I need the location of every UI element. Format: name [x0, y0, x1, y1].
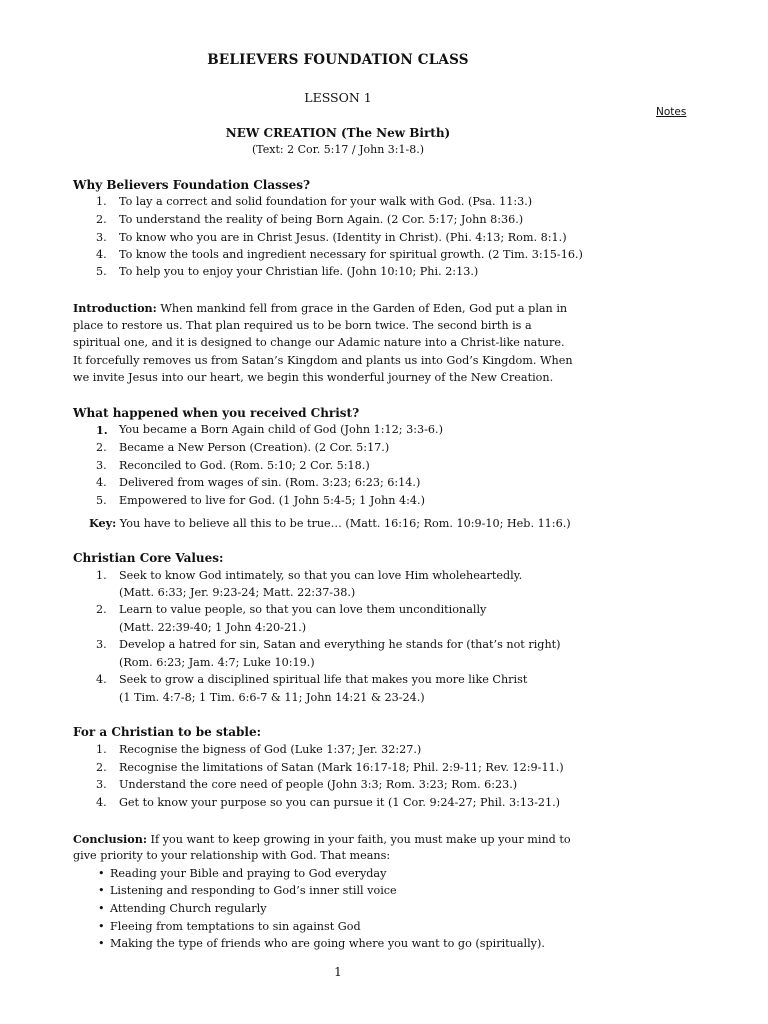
item-text: To know the tools and ingredient necessary for spiritual growth. (2 Tim. 3:15-16.): [119, 248, 583, 261]
list-item: [0, 569, 768, 586]
item-text: Became a New Person (Creation). (2 Cor. 5:17.): [119, 441, 390, 454]
item-text: To understand the reality of being Born Again. (2 Cor. 5:17; John 8:36.): [119, 213, 524, 226]
intro-label: Introduction:: [73, 301, 157, 315]
item-text: Get to know your purpose so you can pursue it (1 Cor. 9:24-27; Phil. 3:13-21.): [119, 796, 561, 809]
core-heading: Christian Core Values:: [73, 551, 224, 565]
intro-text: When mankind fell from grace in the Garden of Eden, God put a plan in: [156, 302, 568, 315]
item-number: 3.: [96, 459, 107, 472]
text-reference: (Text: 2 Cor. 5:17 / John 3:1-8.): [252, 143, 424, 156]
item-number: 1.: [96, 743, 107, 756]
item-reference: (Rom. 6:23; Jam. 4:7; Luke 10:19.): [119, 656, 315, 669]
bullet-text: Reading your Bible and praying to God everyday: [110, 867, 387, 880]
item-number: 2.: [96, 441, 107, 454]
conclusion-line: [73, 832, 571, 846]
item-text: To know who you are in Christ Jesus. (Identity in Christ). (Phi. 4:13; Rom. 8:1.): [119, 231, 567, 244]
list-item: [0, 459, 768, 476]
item-reference: (1 Tim. 4:7-8; 1 Tim. 6:6-7 & 11; John 14:21 & 23-24.): [119, 691, 425, 704]
intro-line: we invite Jesus into our heart, we begin this wonderful journey of the New Creation.: [73, 371, 554, 384]
intro-line: It forcefully removes us from Satan’s Kingdom and plants us into God’s Kingdom. When: [73, 354, 573, 367]
list-item-ref: [0, 656, 768, 673]
bullet-icon: •: [98, 867, 105, 880]
list-item-ref: [0, 621, 768, 638]
item-number: 1.: [96, 195, 107, 208]
list-item: [0, 423, 768, 440]
list-item: [0, 603, 768, 620]
page-number: 1: [334, 965, 342, 979]
item-number: 5.: [96, 265, 107, 278]
item-reference: (Matt. 22:39-40; 1 John 4:20-21.): [119, 621, 307, 634]
list-item: [0, 778, 768, 795]
list-item: [0, 213, 768, 230]
conclusion-line: give priority to your relationship with God. That means:: [73, 849, 391, 862]
item-number: 3.: [96, 638, 107, 651]
item-text: To lay a correct and solid foundation for your walk with God. (Psa. 11:3.): [119, 195, 533, 208]
list-item-ref: [0, 586, 768, 603]
list-item: [0, 761, 768, 778]
conclusion-label: Conclusion:: [73, 832, 147, 846]
bullet-icon: •: [98, 920, 105, 933]
item-number: 5.: [96, 494, 107, 507]
list-item: [0, 248, 768, 265]
key-label: Key:: [89, 516, 117, 530]
list-item: [0, 743, 768, 760]
item-number: 2.: [96, 761, 107, 774]
item-number: 3.: [96, 778, 107, 791]
item-number: 2.: [96, 213, 107, 226]
item-text: Seek to know God intimately, so that you can love Him wholeheartedly.: [119, 569, 523, 582]
key-line: [89, 516, 571, 530]
document-title: BELIEVERS FOUNDATION CLASS: [207, 52, 469, 68]
item-number: 1.: [96, 423, 108, 437]
item-number: 4.: [96, 796, 107, 809]
list-item: [0, 673, 768, 690]
bullet-text: Fleeing from temptations to sin against God: [110, 920, 361, 933]
item-number: 4.: [96, 673, 107, 686]
item-number: 4.: [96, 476, 107, 489]
list-item: [0, 796, 768, 813]
bullet-item: [0, 902, 768, 919]
item-number: 1.: [96, 569, 107, 582]
notes-label: Notes: [656, 106, 687, 118]
item-text: Delivered from wages of sin. (Rom. 3:23; 6:23; 6:14.): [119, 476, 421, 489]
list-item-ref: [0, 691, 768, 708]
bullet-item: [0, 937, 768, 954]
bullet-item: [0, 884, 768, 901]
bullet-text: Listening and responding to God’s inner still voice: [110, 884, 397, 897]
list-item: [0, 494, 768, 511]
item-number: 2.: [96, 603, 107, 616]
lesson-subtitle: NEW CREATION (The New Birth): [225, 126, 451, 140]
list-item: [0, 441, 768, 458]
item-text: Reconciled to God. (Rom. 5:10; 2 Cor. 5:18.): [119, 459, 370, 472]
list-item: [0, 231, 768, 248]
bullet-icon: •: [98, 902, 105, 915]
list-item: [0, 195, 768, 212]
list-item: [0, 265, 768, 282]
intro-line: spiritual one, and it is designed to change our Adamic nature into a Christ-like nature.: [73, 336, 565, 349]
happened-heading: What happened when you received Christ?: [73, 406, 360, 420]
bullet-item: [0, 867, 768, 884]
list-item: [0, 476, 768, 493]
bullet-text: Attending Church regularly: [110, 902, 267, 915]
item-text: Recognise the limitations of Satan (Mark 16:17-18; Phil. 2:9-11; Rev. 12:9-11.): [119, 761, 564, 774]
item-text: Develop a hatred for sin, Satan and everything he stands for (that’s not right): [119, 638, 561, 651]
item-text: Learn to value people, so that you can love them unconditionally: [119, 603, 487, 616]
item-number: 3.: [96, 231, 107, 244]
item-text: To help you to enjoy your Christian life. (John 10:10; Phi. 2:13.): [119, 265, 479, 278]
bullet-text: Making the type of friends who are going where you want to go (spiritually).: [110, 937, 545, 950]
item-text: Seek to grow a disciplined spiritual life that makes you more like Christ: [119, 673, 528, 686]
lesson-number: LESSON 1: [304, 90, 372, 105]
bullet-item: [0, 920, 768, 937]
key-text: You have to believe all this to be true… (Matt. 16:16; Rom. 10:9-10; Heb. 11:6.): [116, 517, 571, 530]
why-heading: Why Believers Foundation Classes?: [73, 178, 311, 192]
item-reference: (Matt. 6:33; Jer. 9:23-24; Matt. 22:37-38.): [119, 586, 356, 599]
item-number: 4.: [96, 248, 107, 261]
item-text: Understand the core need of people (John 3:3; Rom. 3:23; Rom. 6:23.): [119, 778, 518, 791]
intro-line: place to restore us. That plan required us to be born twice. The second birth is a: [73, 319, 532, 332]
bullet-icon: •: [98, 937, 105, 950]
item-text: You became a Born Again child of God (John 1:12; 3:3-6.): [119, 423, 443, 436]
stable-heading: For a Christian to be stable:: [73, 725, 262, 739]
intro-line: [73, 301, 567, 315]
list-item: [0, 638, 768, 655]
conclusion-text: If you want to keep growing in your faith, you must make up your mind to: [146, 833, 571, 846]
item-text: Empowered to live for God. (1 John 5:4-5; 1 John 4:4.): [119, 494, 425, 507]
bullet-icon: •: [98, 884, 105, 897]
item-text: Recognise the bigness of God (Luke 1:37; Jer. 32:27.): [119, 743, 422, 756]
